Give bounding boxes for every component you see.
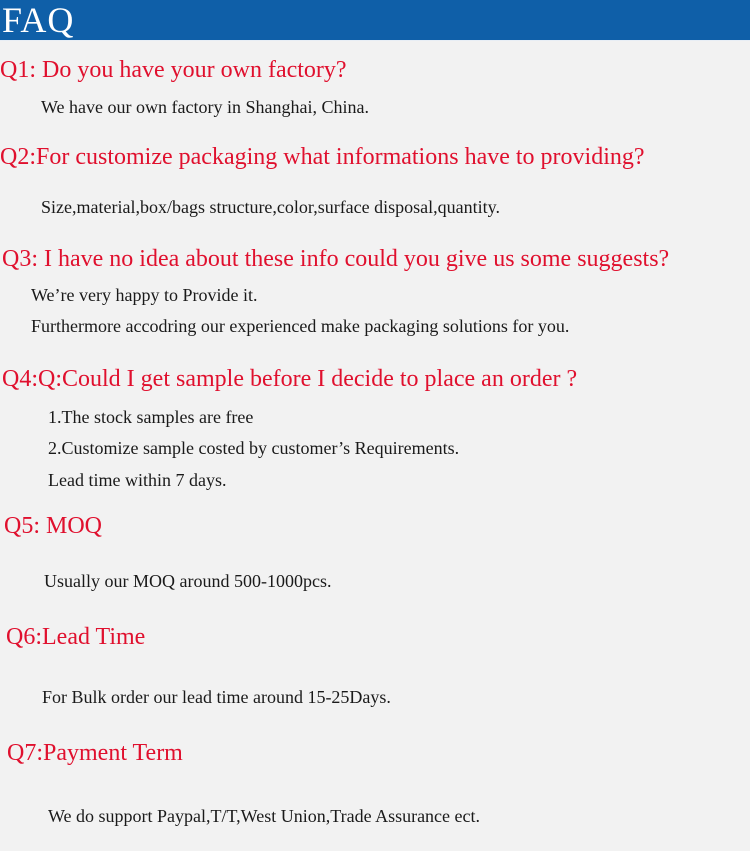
faq-question-4: Q4:Q:Could I get sample before I decide to place an order ? [2, 366, 578, 392]
faq-answer-5-line-1: Usually our MOQ around 500-1000pcs. [44, 571, 332, 591]
faq-question-1: Q1: Do you have your own factory? [0, 57, 347, 83]
faq-question-5: Q5: MOQ [4, 513, 103, 539]
faq-answer-4-line-1: 1.The stock samples are free [48, 407, 254, 427]
faq-question-7: Q7:Payment Term [7, 740, 183, 766]
faq-answer-3-line-1: We’re very happy to Provide it. [31, 285, 258, 305]
faq-title: FAQ [2, 0, 75, 40]
faq-answer-2-line-1: Size,material,box/bags structure,color,surface disposal,quantity. [41, 197, 500, 217]
faq-answer-4-line-2: 2.Customize sample costed by customer’s Requirements. [48, 438, 460, 458]
faq-question-3: Q3: I have no idea about these info could you give us some suggests? [2, 246, 670, 272]
faq-answer-6-line-1: For Bulk order our lead time around 15-25Days. [42, 687, 391, 707]
faq-header-bar [0, 0, 750, 41]
faq-answer-1-line-1: We have our own factory in Shanghai, China. [41, 97, 369, 117]
faq-question-2: Q2:For customize packaging what informations have to providing? [0, 144, 645, 170]
faq-answer-3-line-2: Furthermore accodring our experienced make packaging solutions for you. [31, 316, 570, 336]
faq-answer-4-line-3: Lead time within 7 days. [48, 470, 227, 490]
faq-answer-7-line-1: We do support Paypal,T/T,West Union,Trade Assurance ect. [48, 806, 481, 826]
faq-question-6: Q6:Lead Time [6, 624, 146, 650]
